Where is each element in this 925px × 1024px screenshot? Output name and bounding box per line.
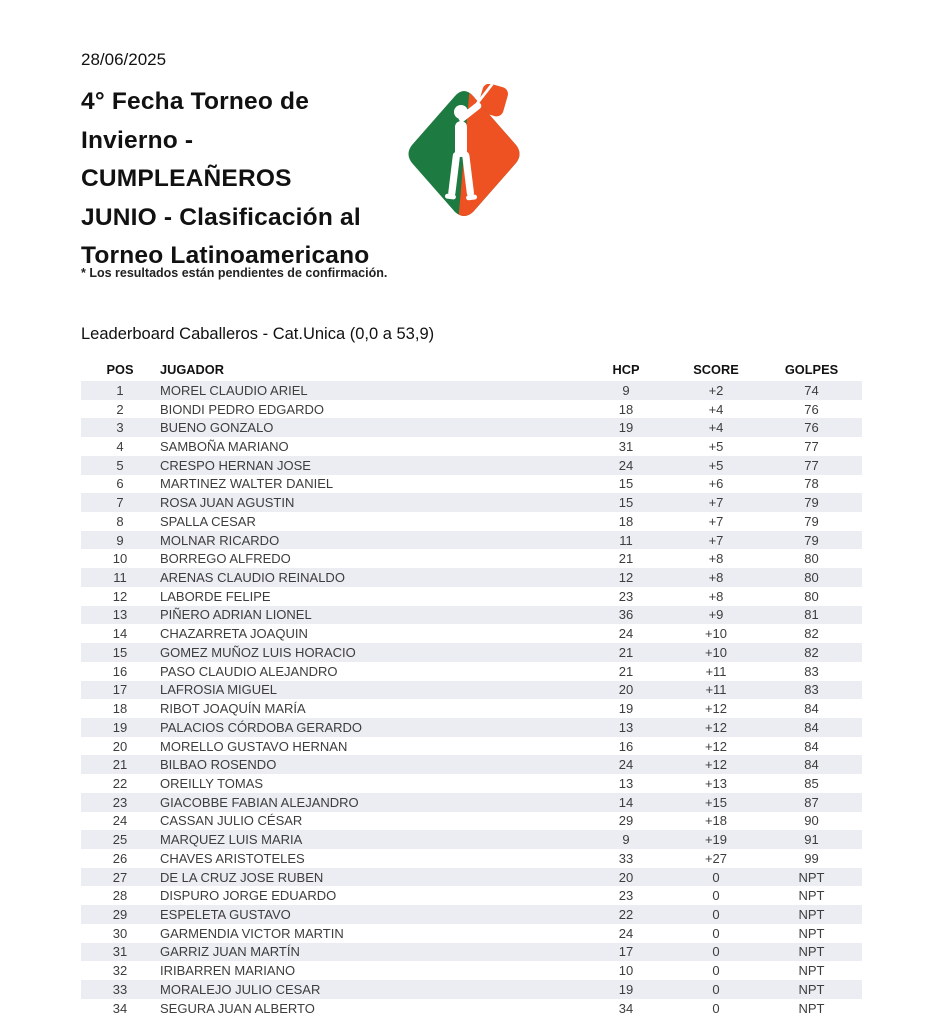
cell-score: +8 — [708, 570, 724, 586]
column-header-golpes: GOLPES — [784, 361, 839, 377]
cell-score: +7 — [708, 513, 724, 529]
cell-golpes: 80 — [804, 551, 819, 567]
cell-hcp: 12 — [618, 570, 634, 586]
cell-hcp: 29 — [618, 813, 634, 829]
cell-hcp: 15 — [618, 495, 634, 511]
table-row — [81, 512, 862, 531]
cell-score: +12 — [704, 719, 728, 735]
table-row — [81, 493, 862, 512]
cell-pos: 31 — [112, 944, 128, 960]
cell-score: +10 — [704, 626, 728, 642]
cell-jugador: SEGURA JUAN ALBERTO — [160, 1000, 315, 1016]
cell-hcp: 24 — [618, 757, 634, 773]
cell-jugador: PALACIOS CÓRDOBA GERARDO — [160, 719, 363, 735]
cell-pos: 13 — [112, 607, 128, 623]
cell-golpes: 91 — [804, 832, 819, 848]
cell-pos: 17 — [112, 682, 128, 698]
cell-score: +6 — [708, 476, 724, 492]
table-row — [81, 737, 862, 756]
table-row — [81, 624, 862, 643]
cell-pos: 18 — [112, 701, 128, 717]
cell-golpes: 77 — [804, 439, 819, 455]
table-row — [81, 980, 862, 999]
cell-pos: 24 — [112, 813, 128, 829]
cell-hcp: 11 — [619, 532, 633, 548]
cell-score: 0 — [712, 925, 720, 941]
cell-jugador: MARQUEZ LUIS MARIA — [160, 832, 303, 848]
cell-pos: 33 — [112, 981, 128, 997]
cell-golpes: 84 — [804, 738, 819, 754]
cell-score: +5 — [708, 457, 724, 473]
cell-score: 0 — [712, 888, 720, 904]
cell-golpes: 79 — [804, 495, 819, 511]
cell-score: 0 — [712, 981, 720, 997]
cell-pos: 7 — [116, 495, 124, 511]
cell-pos: 5 — [116, 457, 124, 473]
cell-pos: 2 — [116, 401, 124, 417]
table-row — [81, 868, 862, 887]
table-row — [81, 718, 862, 737]
table-row — [81, 849, 862, 868]
table-row — [81, 924, 862, 943]
cell-golpes: NPT — [798, 944, 825, 960]
cell-golpes: 83 — [804, 682, 819, 698]
cell-hcp: 16 — [618, 738, 634, 754]
column-header-jugador: JUGADOR — [160, 361, 224, 377]
cell-pos: 32 — [112, 963, 128, 979]
cell-hcp: 17 — [618, 944, 634, 960]
cell-hcp: 24 — [618, 626, 634, 642]
cell-hcp: 14 — [618, 794, 634, 810]
cell-hcp: 20 — [618, 869, 634, 885]
cell-hcp: 34 — [618, 1000, 634, 1016]
table-row — [81, 774, 862, 793]
cell-pos: 26 — [112, 850, 128, 866]
table-row — [81, 905, 862, 924]
cell-score: +5 — [708, 439, 724, 455]
cell-jugador: CASSAN JULIO CÉSAR — [160, 813, 303, 829]
cell-golpes: NPT — [798, 1000, 825, 1016]
cell-pos: 20 — [112, 738, 128, 754]
cell-golpes: 74 — [804, 382, 819, 398]
cell-golpes: 87 — [804, 794, 819, 810]
cell-jugador: MARTINEZ WALTER DANIEL — [160, 476, 334, 492]
cell-golpes: 81 — [804, 607, 819, 623]
cell-jugador: GOMEZ MUÑOZ LUIS HORACIO — [160, 644, 356, 660]
cell-score: +27 — [704, 850, 728, 866]
cell-golpes: 77 — [804, 457, 819, 473]
cell-hcp: 21 — [618, 663, 634, 679]
cell-score: 0 — [712, 906, 720, 922]
cell-jugador: CRESPO HERNAN JOSE — [160, 457, 311, 473]
cell-hcp: 13 — [618, 775, 634, 791]
table-row — [81, 830, 862, 849]
cell-golpes: 82 — [804, 626, 819, 642]
cell-jugador: BUENO GONZALO — [160, 420, 274, 436]
cell-jugador: ROSA JUAN AGUSTIN — [160, 495, 295, 511]
cell-pos: 11 — [113, 570, 127, 586]
cell-hcp: 24 — [618, 457, 634, 473]
table-row — [81, 699, 862, 718]
table-row — [81, 418, 862, 437]
cell-score: +7 — [708, 495, 724, 511]
cell-hcp: 31 — [618, 439, 634, 455]
cell-golpes: 83 — [804, 663, 819, 679]
cell-hcp: 23 — [618, 588, 634, 604]
cell-pos: 4 — [116, 439, 124, 455]
cell-hcp: 21 — [618, 551, 634, 567]
results-pending-note: * Los resultados están pendientes de confirmación. — [81, 266, 388, 280]
cell-golpes: 80 — [804, 570, 819, 586]
cell-hcp: 18 — [618, 513, 634, 529]
cell-golpes: 90 — [804, 813, 819, 829]
cell-score: 0 — [712, 963, 720, 979]
table-row — [81, 531, 862, 550]
leaderboard-table — [81, 357, 862, 1017]
cell-score: +13 — [704, 775, 728, 791]
cell-golpes: NPT — [798, 963, 825, 979]
cell-hcp: 36 — [618, 607, 634, 623]
cell-score: +15 — [704, 794, 728, 810]
cell-jugador: MORELLO GUSTAVO HERNAN — [160, 738, 348, 754]
cell-golpes: 76 — [804, 420, 819, 436]
cell-jugador: PASO CLAUDIO ALEJANDRO — [160, 663, 338, 679]
cell-golpes: 79 — [804, 513, 819, 529]
table-row — [81, 886, 862, 905]
cell-pos: 12 — [112, 588, 128, 604]
cell-jugador: ESPELETA GUSTAVO — [160, 906, 291, 922]
table-row — [81, 643, 862, 662]
cell-score: 0 — [712, 869, 720, 885]
table-row — [81, 456, 862, 475]
cell-pos: 14 — [112, 626, 128, 642]
column-header-hcp: HCP — [612, 361, 640, 377]
cell-jugador: MOLNAR RICARDO — [160, 532, 280, 548]
cell-score: +18 — [704, 813, 728, 829]
cell-golpes: 84 — [804, 719, 819, 735]
cell-jugador: DE LA CRUZ JOSE RUBEN — [160, 869, 324, 885]
cell-score: +4 — [708, 401, 724, 417]
table-row — [81, 681, 862, 700]
cell-score: +12 — [704, 701, 728, 717]
table-row — [81, 999, 862, 1018]
tournament-logo — [402, 84, 526, 224]
page-title-line: JUNIO - Clasificación al — [81, 203, 361, 231]
cell-golpes: NPT — [798, 888, 825, 904]
cell-score: +11 — [705, 682, 727, 698]
cell-pos: 3 — [116, 420, 124, 436]
cell-pos: 19 — [112, 719, 128, 735]
cell-hcp: 20 — [618, 682, 634, 698]
cell-jugador: SPALLA CESAR — [160, 513, 256, 529]
table-row — [81, 587, 862, 606]
cell-golpes: 84 — [804, 757, 819, 773]
cell-hcp: 9 — [622, 382, 630, 398]
cell-pos: 10 — [112, 551, 128, 567]
cell-pos: 16 — [112, 663, 128, 679]
cell-jugador: RIBOT JOAQUÍN MARÍA — [160, 701, 306, 717]
cell-golpes: NPT — [798, 981, 825, 997]
cell-jugador: GARMENDIA VICTOR MARTIN — [160, 925, 344, 941]
cell-hcp: 19 — [618, 420, 634, 436]
cell-jugador: ARENAS CLAUDIO REINALDO — [160, 570, 345, 586]
cell-hcp: 23 — [618, 888, 634, 904]
table-header-row — [81, 357, 862, 381]
cell-score: 0 — [712, 1000, 720, 1016]
cell-score: +2 — [708, 382, 724, 398]
cell-jugador: OREILLY TOMAS — [160, 775, 264, 791]
cell-golpes: 82 — [804, 644, 819, 660]
cell-pos: 23 — [112, 794, 128, 810]
column-header-pos: POS — [106, 361, 134, 377]
table-row — [81, 400, 862, 419]
cell-jugador: CHAVES ARISTOTELES — [160, 850, 305, 866]
cell-golpes: 76 — [804, 401, 819, 417]
cell-pos: 22 — [112, 775, 128, 791]
cell-hcp: 10 — [618, 963, 634, 979]
page-title-line: Invierno - — [81, 126, 194, 154]
cell-golpes: 80 — [804, 588, 819, 604]
cell-golpes: 78 — [804, 476, 819, 492]
cell-pos: 8 — [116, 513, 124, 529]
cell-hcp: 19 — [618, 701, 634, 717]
table-row — [81, 568, 862, 587]
cell-pos: 15 — [112, 644, 128, 660]
page-title — [81, 83, 369, 276]
cell-jugador: LABORDE FELIPE — [160, 588, 271, 604]
page-title-line: CUMPLEAÑEROS — [81, 165, 292, 192]
table-row — [81, 812, 862, 831]
golfer-diamond-icon — [402, 84, 526, 224]
cell-score: +8 — [708, 588, 724, 604]
column-header-score: SCORE — [693, 361, 739, 377]
cell-score: +9 — [708, 607, 724, 623]
cell-pos: 25 — [112, 832, 128, 848]
cell-jugador: BORREGO ALFREDO — [160, 551, 291, 567]
cell-score: +11 — [705, 663, 727, 679]
cell-score: 0 — [712, 944, 720, 960]
cell-jugador: MOREL CLAUDIO ARIEL — [160, 382, 308, 398]
cell-golpes: 84 — [804, 701, 819, 717]
cell-hcp: 9 — [622, 832, 630, 848]
table-row — [81, 943, 862, 962]
cell-pos: 28 — [112, 888, 128, 904]
cell-hcp: 13 — [618, 719, 634, 735]
table-row — [81, 475, 862, 494]
cell-jugador: CHAZARRETA JOAQUIN — [160, 626, 308, 642]
cell-score: +10 — [704, 644, 728, 660]
date-text: 28/06/2025 — [81, 50, 167, 69]
cell-hcp: 19 — [618, 981, 634, 997]
cell-pos: 30 — [112, 925, 128, 941]
cell-score: +12 — [704, 757, 728, 773]
cell-pos: 9 — [116, 532, 124, 548]
cell-pos: 27 — [112, 869, 128, 885]
cell-hcp: 15 — [618, 476, 634, 492]
page-title-line: Torneo Latinoamericano — [81, 242, 370, 269]
cell-jugador: BILBAO ROSENDO — [160, 757, 277, 773]
table-row — [81, 961, 862, 980]
cell-pos: 21 — [112, 757, 128, 773]
page-title-line: 4° Fecha Torneo de — [81, 88, 310, 115]
cell-jugador: GIACOBBE FABIAN ALEJANDRO — [160, 794, 359, 810]
cell-score: +19 — [704, 832, 728, 848]
table-row — [81, 549, 862, 568]
cell-pos: 34 — [112, 1000, 128, 1016]
cell-jugador: IRIBARREN MARIANO — [160, 963, 296, 979]
cell-golpes: 99 — [804, 850, 819, 866]
cell-hcp: 18 — [618, 401, 634, 417]
cell-score: +8 — [708, 551, 724, 567]
cell-pos: 1 — [116, 382, 124, 398]
cell-golpes: NPT — [798, 906, 825, 922]
cell-golpes: 79 — [804, 532, 819, 548]
cell-jugador: PIÑERO ADRIAN LIONEL — [160, 607, 312, 623]
table-row — [81, 381, 862, 400]
table-row — [81, 437, 862, 456]
cell-jugador: SAMBOÑA MARIANO — [160, 439, 289, 455]
table-body — [81, 381, 862, 1017]
cell-hcp: 33 — [618, 850, 634, 866]
cell-hcp: 21 — [618, 644, 634, 660]
table-row — [81, 606, 862, 625]
cell-hcp: 24 — [618, 925, 634, 941]
leaderboard-section-title: Leaderboard Caballeros - Cat.Unica (0,0 a 53,9) — [81, 325, 435, 343]
cell-jugador: BIONDI PEDRO EDGARDO — [160, 401, 324, 417]
cell-pos: 6 — [116, 476, 124, 492]
cell-jugador: DISPURO JORGE EDUARDO — [160, 888, 337, 904]
cell-golpes: NPT — [798, 869, 825, 885]
cell-hcp: 22 — [618, 906, 634, 922]
cell-score: +4 — [708, 420, 724, 436]
table-row — [81, 662, 862, 681]
cell-jugador: MORALEJO JULIO CESAR — [160, 981, 321, 997]
table-row — [81, 793, 862, 812]
cell-golpes: 85 — [804, 775, 819, 791]
table-row — [81, 755, 862, 774]
cell-pos: 29 — [112, 906, 128, 922]
cell-score: +7 — [708, 532, 724, 548]
cell-jugador: LAFROSIA MIGUEL — [160, 682, 278, 698]
cell-golpes: NPT — [798, 925, 825, 941]
cell-score: +12 — [704, 738, 728, 754]
cell-jugador: GARRIZ JUAN MARTÍN — [160, 944, 300, 960]
